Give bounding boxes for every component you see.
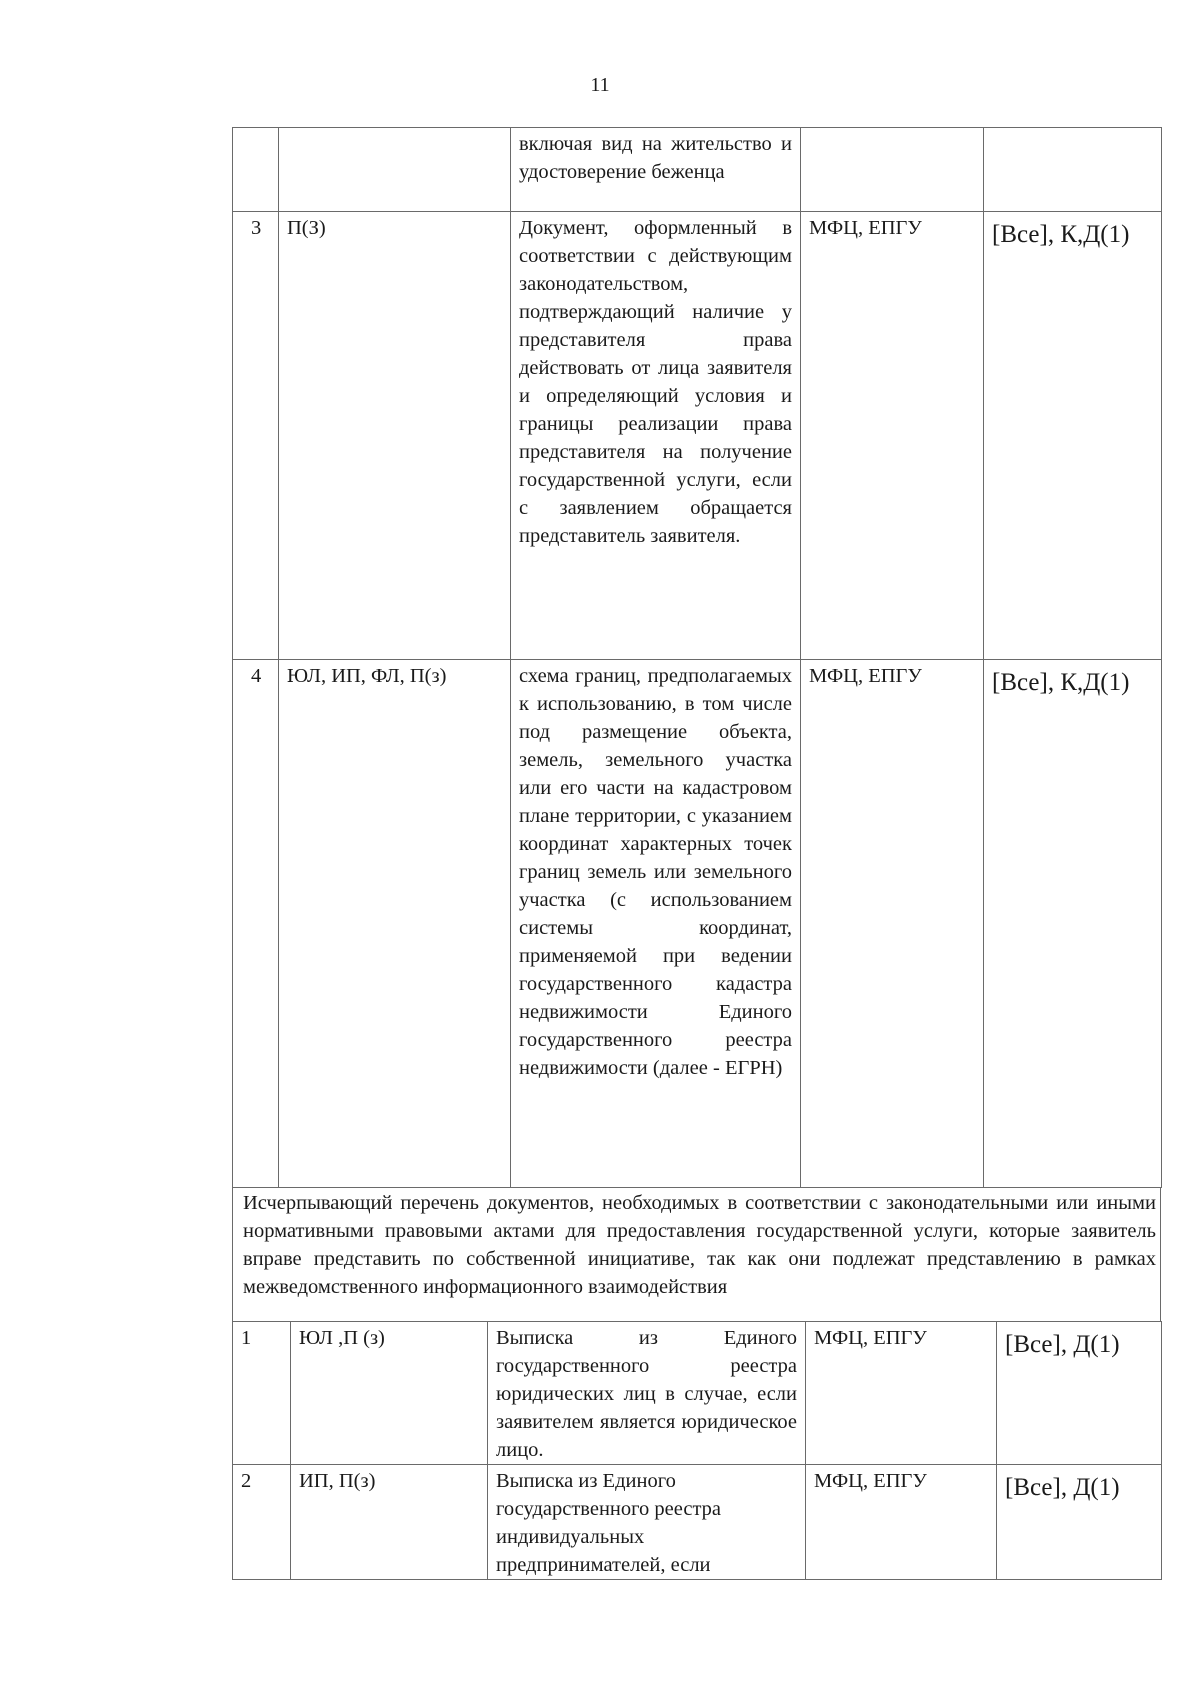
row-number: 3 [233, 212, 279, 660]
row-number: 1 [233, 1322, 291, 1465]
table-row [233, 212, 1162, 660]
row-number: 4 [233, 660, 279, 1188]
submission-channel: МФЦ, ЕПГУ [801, 660, 984, 1188]
row-number [233, 128, 279, 212]
document-description: Выписка из Единого государственного реестра юридических лиц в случае, если заявителем является юридическое лицо. [488, 1322, 806, 1465]
row-number: 2 [233, 1465, 291, 1580]
submission-channel: МФЦ, ЕПГУ [806, 1322, 997, 1465]
table-row [233, 660, 1162, 1188]
submission-channel: МФЦ, ЕПГУ [801, 212, 984, 660]
table-row [233, 1322, 1162, 1465]
document-code: [Все], К,Д(1) [984, 660, 1162, 1188]
document-code [984, 128, 1162, 212]
applicant-category: ЮЛ ,П (з) [291, 1322, 488, 1465]
document-code: [Все], Д(1) [997, 1465, 1162, 1580]
page-number: 11 [590, 74, 610, 96]
documents-table-bottom [232, 1321, 1162, 1580]
applicant-category: П(З) [279, 212, 511, 660]
document-description: схема границ, предполагаемых к использованию, в том числе под размещение объекта, земель, земельного участка или его части на кадастровом плане территории, с указанием координат характерных точек границ земель или земельного участка (с использованием системы координат, применяемой при ведении государственного кадастра недвижимости Единого государственного реестра недвижимости (далее - ЕГРН) [511, 660, 801, 1188]
document-description: Выписка из Единого государственного реестра индивидуальных предпринимателей, если [488, 1465, 806, 1580]
table-row [233, 1465, 1162, 1580]
document-description: включая вид на жительство и удостоверение беженца [511, 128, 801, 212]
submission-channel: МФЦ, ЕПГУ [806, 1465, 997, 1580]
section-heading: Исчерпывающий перечень документов, необходимых в соответствии с законодательными или иными нормативными правовыми актами для предоставления государственной услуги, которые заявитель вправе представить по собственной инициативе, так как они подлежат представлению в рамках межведомственного информационного взаимодействия [232, 1187, 1161, 1321]
documents-table-top [232, 127, 1162, 1188]
submission-channel [801, 128, 984, 212]
applicant-category: ИП, П(з) [291, 1465, 488, 1580]
document-description: Документ, оформленный в соответствии с действующим законодательством, подтверждающий наличие у представителя права действовать от лица заявителя и определяющий условия и границы реализации права представителя на получение государственной услуги, если с заявлением обращается представитель заявителя. [511, 212, 801, 660]
document-code: [Все], К,Д(1) [984, 212, 1162, 660]
document-code: [Все], Д(1) [997, 1322, 1162, 1465]
table-row [233, 128, 1162, 212]
applicant-category: ЮЛ, ИП, ФЛ, П(з) [279, 660, 511, 1188]
applicant-category [279, 128, 511, 212]
